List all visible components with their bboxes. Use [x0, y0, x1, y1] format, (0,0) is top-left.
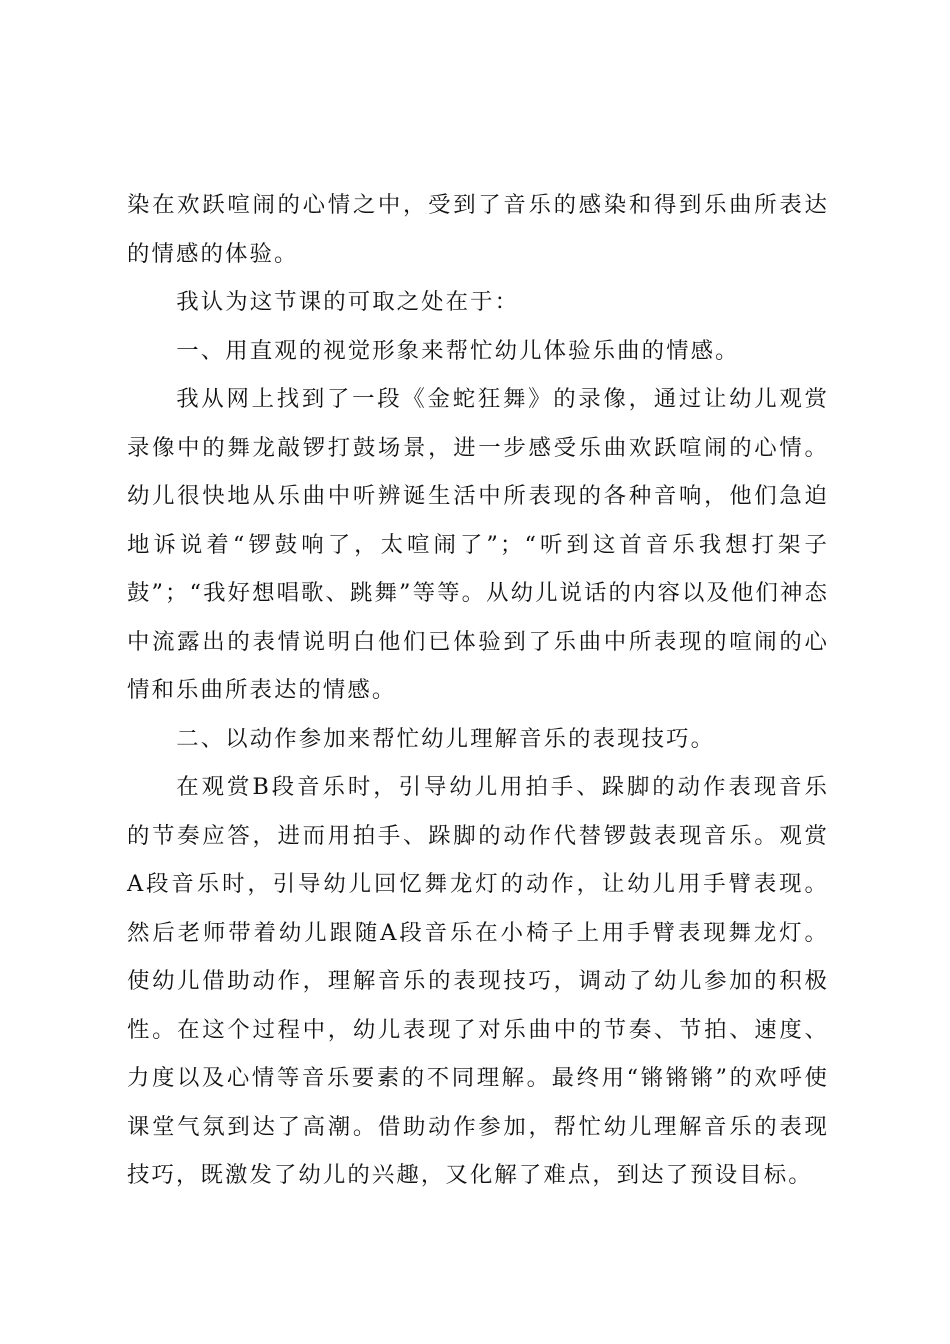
paragraph-5-heading: 二、以动作参加来帮忙幼儿理解音乐的表现技巧。 [176, 725, 716, 752]
paragraph-4: 我从网上找到了一段《金蛇狂舞》的录像，通过让幼儿观赏录像中的舞龙敲锣打鼓场景，进一步感受乐曲欢跃喧闹的心情。幼儿很快地从乐曲中听辨诞生活中所表现的各种音响，他们急迫地诉说着“锣鼓响了，太喧闹了”；“听到这首音乐我想打架子鼓”；“我好想唱歌、跳舞”等等。从幼儿说话的内容以及他们神态中流露出的表情说明白他们已体验到了乐曲中所表现的喧闹的心情和乐曲所表达的情感。 [127, 386, 829, 703]
paragraph-6: 在观赏B段音乐时，引导幼儿用拍手、跺脚的动作表现音乐的节奏应答，进而用拍手、跺脚的动作代替锣鼓表现音乐。观赏A段音乐时，引导幼儿回忆舞龙灯的动作，让幼儿用手臂表现。然后老师带着幼儿跟随A段音乐在小椅子上用手臂表现舞龙灯。使幼儿借助动作，理解音乐的表现技巧，调动了幼儿参加的积极性。在这个过程中，幼儿表现了对乐曲中的节奏、节拍、速度、力度以及心情等音乐要素的不同理解。最终用“锵锵锵”的欢呼使课堂气氛到达了高潮。借助动作参加，帮忙幼儿理解音乐的表现技巧，既激发了幼儿的兴趣，又化解了难点，到达了预设目标。 [127, 774, 829, 1188]
paragraph-2: 我认为这节课的可取之处在于： [176, 289, 520, 315]
document-body [127, 181, 829, 1200]
paragraph-3-heading: 一、用直观的视觉形象来帮忙幼儿体验乐曲的情感。 [176, 337, 740, 364]
paragraph-1: 染在欢跃喧闹的心情之中，受到了音乐的感染和得到乐曲所表达的情感的体验。 [127, 192, 829, 267]
